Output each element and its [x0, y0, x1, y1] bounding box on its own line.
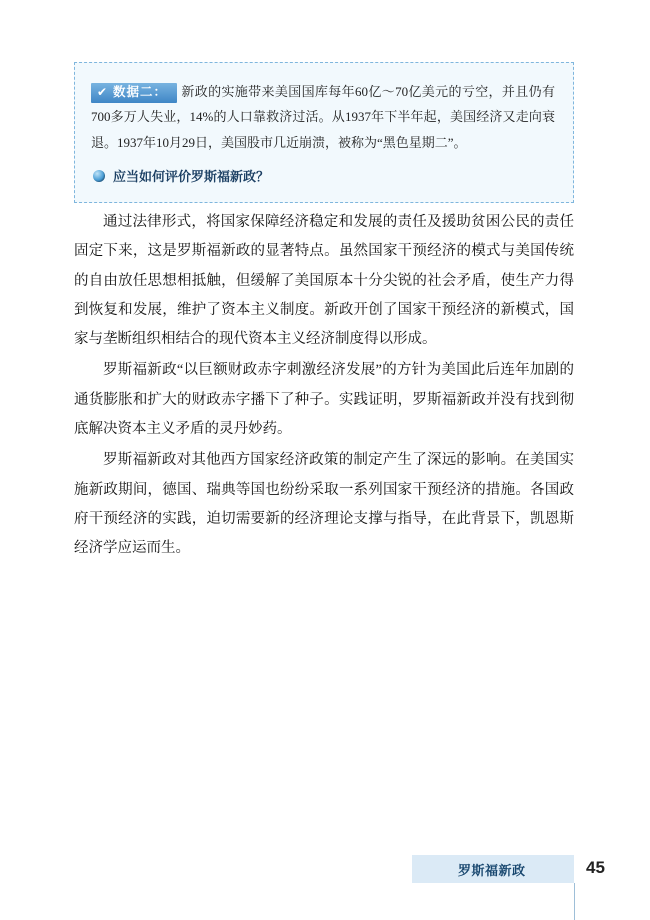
- data-callout-text: 新政的实施带来美国国库每年60亿～70亿美元的亏空，并且仍有700多万人失业，14%的人口靠救济过活。从1937年下半年起，美国经济又走向衰退。1937年10月29日，美国股市几近崩溃，被称为“黑色星期二”。: [91, 84, 555, 150]
- footer-divider: [574, 883, 575, 920]
- blue-bullet-icon: [93, 170, 105, 182]
- body-paragraph-3: 罗斯福新政对其他西方国家经济政策的制定产生了深远的影响。在美国实施新政期间，德国、瑞典等国也纷纷采取一系列国家干预经济的措施。各国政府干预经济的实践，迫切需要新的经济理论支撑与指导，在此背景下，凯恩斯经济学应运而生。: [74, 452, 574, 557]
- data-callout-box: [74, 62, 574, 203]
- body-paragraph-1: 通过法律形式，将国家保障经济稳定和发展的责任及援助贫困公民的责任固定下来，这是罗斯福新政的显著特点。虽然国家干预经济的模式与美国传统的自由放任思想相抵触，但缓解了美国原本十分尖锐的社会矛盾，使生产力得到恢复和发展，维护了资本主义制度。新政开创了国家干预经济的新模式，国家与垄断组织相结合的现代资本主义经济制度得以形成。: [74, 214, 574, 348]
- data-callout-inner: [91, 79, 555, 188]
- data-callout-question-text: 应当如何评价罗斯福新政？: [113, 169, 270, 185]
- data-callout-tag: [91, 83, 177, 104]
- data-callout-paragraph: [91, 79, 555, 155]
- body-paragraph-2: 罗斯福新政“以巨额财政赤字刺激经济发展”的方针为美国此后连年加剧的通货膨胀和扩大的财政赤字播下了种子。实践证明，罗斯福新政并没有找到彻底解决资本主义矛盾的灵丹妙药。: [74, 362, 574, 437]
- page-footer: [0, 855, 650, 920]
- data-callout-tag-label: 数据二：: [113, 84, 168, 99]
- page-number: 45: [586, 858, 605, 877]
- footer-chapter-label: 罗斯福新政: [458, 863, 526, 878]
- body-text: [74, 208, 574, 565]
- data-callout-question: [91, 167, 555, 188]
- check-icon: ✔: [97, 84, 109, 99]
